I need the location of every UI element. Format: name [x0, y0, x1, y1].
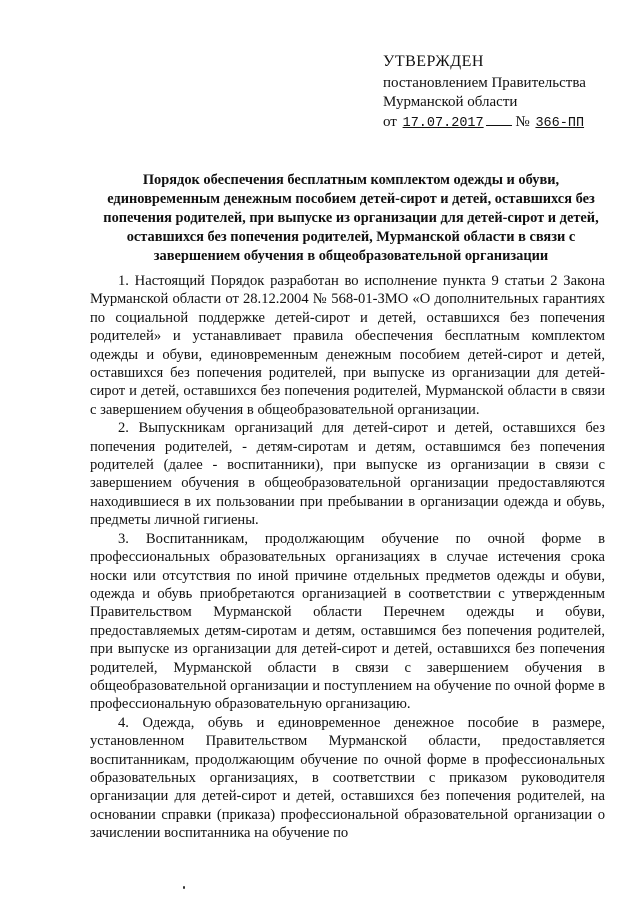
document-body [90, 272, 605, 843]
paragraph-3: 3. Воспитанникам, продолжающим обучение по очной форме в профессиональных образовательных организациях в случае истечения срока носки или отсутствия по иной причине отдельных предметов одежды и обуви, одежда и обувь приобретаются организацией в соответствии с утвержденным Правительством Мурманской области Перечнем одежды и обуви, предоставляемых детям-сиротам и детям, оставшимся без попечения родителей, при выпуске из организации для детей-сирот и детей, оставшихся без попечения родителей, Мурманской области в связи с завершением обучения в общеобразовательной организации и поступлением на обучение по очной форме в профессиональную образовательную организацию. [90, 530, 605, 713]
paragraph-2: 2. Выпускникам организаций для детей-сирот и детей, оставшихся без попечения родителей, - детям-сиротам и детям, оставшимся без попечения родителей (далее - воспитанники), при выпуске из организации в связи с завершением обучения в общеобразовательной организации предоставляются находившиеся в их пользовании при пребывании в организации одежда и обувь, предметы личной гигиены. [90, 420, 605, 529]
approval-line-2: Мурманской области [383, 94, 518, 110]
date-prefix: от [383, 114, 397, 130]
approval-date: 17.07.2017 [402, 116, 484, 131]
approval-line-1: постановлением Правительства [383, 75, 586, 91]
paragraph-1: 1. Настоящий Порядок разработан во исполнение пункта 9 статьи 2 Закона Мурманской области от 28.12.2004 № 568-01-ЗМО «О дополнительных гарантиях по социальной поддержке детей-сирот и детей, оставшихся без попечения родителей» и устанавливает правила обеспечения бесплатным комплектом одежды и обуви, единовременным денежным пособием детей-сирот и детей, оставшихся без попечения родителей, при выпуске из организации для детей-сирот и детей, оставшихся без попечения родителей, Мурманской области в связи с завершением обучения в общеобразовательной организации. [90, 273, 605, 418]
number-prefix: № [515, 114, 530, 130]
approval-block [383, 52, 623, 134]
approval-number: 366-ПП [535, 116, 585, 131]
approval-date-line [383, 112, 623, 134]
approval-stamp: УТВЕРЖДЕН [383, 53, 484, 70]
document-title: Порядок обеспечения бесплатным комплектом одежды и обуви, единовременным денежным пособием детей-сирот и детей, оставшихся без попечения родителей, при выпуске из организации для детей-сирот и детей, оставшихся без попечения родителей, Мурманской области в связи с завершением обучения в общеобразовательной организации [103, 172, 599, 264]
date-underline [486, 125, 512, 126]
scan-speck [183, 886, 185, 889]
paragraph-4: 4. Одежда, обувь и единовременное денежное пособие в размере, установленном Правительством Мурманской области, предоставляется воспитанникам, продолжающим обучение по очной форме в профессиональных образовательных организациях, в соответствии с приказом руководителя организации для детей-сирот и детей, оставшихся без попечения родителей, на основании справки (приказа) профессиональной образовательной организации о зачислении воспитанника на обучение по [90, 714, 605, 842]
